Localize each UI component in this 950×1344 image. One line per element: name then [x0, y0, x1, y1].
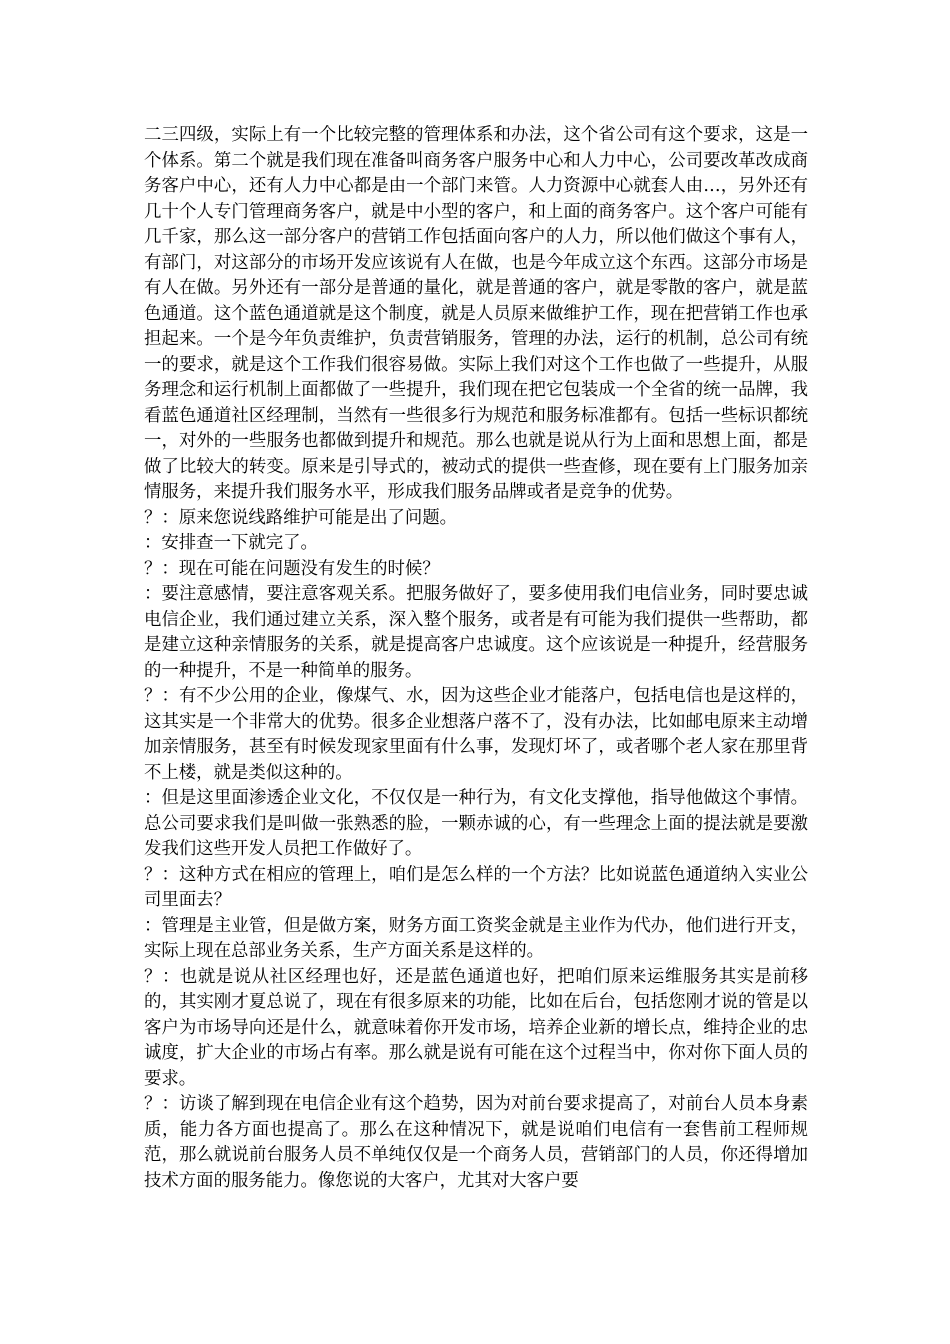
document-page	[144, 123, 808, 1194]
paragraph-question-line-maintenance: ？：原来您说线路维护可能是出了问题。	[144, 507, 458, 528]
paragraph-management-system: 二三四级，实际上有一个比较完整的管理体系和办法，这个省公司有这个要求，这是一个体系。第二个就是我们现在准备叫商务客户服务中心和人力中心，公司要改革改成商务客户中心，还有人力中心都是由一个部门来管。人力资源中心就套人由…，另外还有几十个人专门管理商务客户，就是中小型的客户，和上面的商务客户。这个客户可能有几千家，那么这一部分客户的营销工作包括面向客户的人力，所以他们做这个事有人，有部门，对这部分的市场开发应该说有人在做，也是今年成立这个东西。这部分市场是有人在做。另外还有一部分是普通的量化，就是普通的客户，就是零散的客户，就是蓝色通道。这个蓝色通道就是这个制度，就是人员原来做维护工作，现在把营销工作也承担起来。一个是今年负责维护，负责营销服务，管理的办法，运行的机制，总公司有统一的要求，就是这个工作我们很容易做。实际上我们对这个工作也做了一些提升，从服务理念和运行机制上面都做了一些提升，我们现在把它包装成一个全省的统一品牌，我看蓝色通道社区经理制，当然有一些很多行为规范和服务标准都有。包括一些标识都统一，对外的一些服务也都做到提升和规范。那么也就是说从行为上面和思想上面，都是做了比较大的转变。原来是引导式的，被动式的提供一些查修，现在要有上门服务加亲情服务，来提升我们服务水平，形成我们服务品牌或者是竞争的优势。	[144, 125, 808, 502]
paragraph-question-public-utilities: ？：有不少公用的企业，像煤气、水，因为这些企业才能落户，包括电信也是这样的，这其实是一个非常大的优势。很多企业想落户落不了，没有办法，比如邮电原来主动增加亲情服务，甚至有时候发现家里面有什么事，发现灯坏了，或者哪个老人家在那里背不上楼，就是类似这种的。	[144, 686, 808, 783]
paragraph-question-before-problem: ？：现在可能在问题没有发生的时候？	[144, 558, 440, 579]
paragraph-answer-customer-loyalty: ：要注意感情，要注意客观关系。把服务做好了，要多使用我们电信业务，同时要忠诚电信企业，我们通过建立关系，深入整个服务，或者是有可能为我们提供一些帮助，都是建立这种亲情服务的关系，就是提高客户忠诚度。这个应该说是一种提升，经营服务的一种提升，不是一种简单的服务。	[144, 584, 808, 681]
paragraph-answer-arrange-check: ：安排查一下就完了。	[144, 533, 318, 553]
paragraph-question-management-method: ？：这种方式在相应的管理上，咱们是怎么样的一个方法？比如说蓝色通道纳入实业公司里面去？	[144, 864, 808, 910]
paragraph-question-presales-engineer: ？：访谈了解到现在电信企业有这个趋势，因为对前台要求提高了，对前台人员本身素质，能力各方面也提高了。那么在这种情况下，就是说咱们电信有一套售前工程师规范，那么就说前台服务人员不单纯仅仅是一个商务人员，营销部门的人员，你还得增加技术方面的服务能力。像您说的大客户，尤其对大客户要	[144, 1094, 808, 1191]
paragraph-question-staff-requirements: ？：也就是说从社区经理也好，还是蓝色通道也好，把咱们原来运维服务其实是前移的，其实刚才夏总说了，现在有很多原来的功能，比如在后台，包括您刚才说的管是以客户为市场导向还是什么，就意味着你开发市场，培养企业新的增长点，维持企业的忠诚度，扩大企业的市场占有率。那么就是说有可能在这个过程当中，你对你下面人员的要求。	[144, 966, 808, 1089]
paragraph-answer-main-business: ：管理是主业管，但是做方案，财务方面工资奖金就是主业作为代办，他们进行开支，实际上现在总部业务关系，生产方面关系是这样的。	[144, 915, 808, 961]
paragraph-answer-corporate-culture: ：但是这里面渗透企业文化，不仅仅是一种行为，有文化支撑他，指导他做这个事情。总公司要求我们是叫做一张熟悉的脸，一颗赤诚的心，有一些理念上面的提法就是要激发我们这些开发人员把工作做好了。	[144, 788, 808, 859]
